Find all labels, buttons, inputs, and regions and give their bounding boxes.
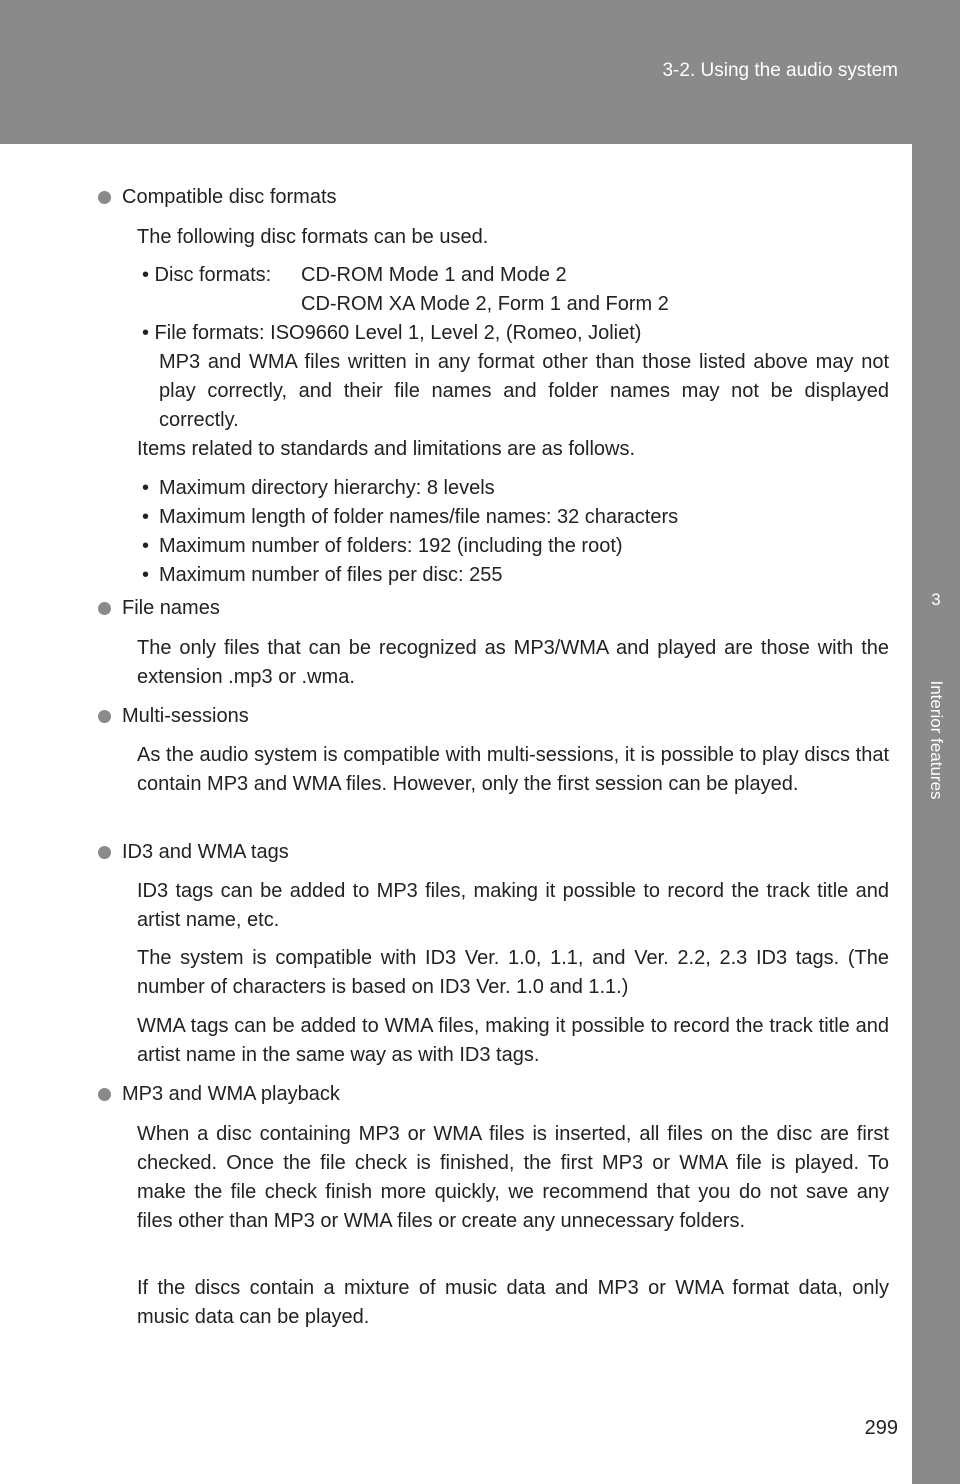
page-number: 299 — [864, 1417, 898, 1439]
file-formats-note: MP3 and WMA files written in any format other than those listed above may not play correctly, and their file names and folder names may not be displayed correctly. — [159, 351, 889, 431]
limits-intro: Items related to standards and limitations are as follows. — [137, 438, 636, 460]
bullet-dot-icon — [98, 1088, 111, 1101]
tags-body-2: The system is compatible with ID3 Ver. 1.0, 1.1, and Ver. 2.2, 2.3 ID3 tags. (The number of characters is based on ID3 Ver. 1.0 and 1.1.) — [137, 947, 889, 998]
chapter-label: Interior features — [927, 680, 946, 800]
heading-mp3-wma-playback: MP3 and WMA playback — [112, 1080, 340, 1109]
bullet-dot-icon — [98, 191, 111, 204]
tags-body-1: ID3 tags can be added to MP3 files, making it possible to record the track title and artist name, etc. — [137, 880, 889, 931]
disc-formats-label: • Disc formats: — [142, 264, 272, 286]
side-tab-upper — [912, 144, 960, 552]
playback-body-2: If the discs contain a mixture of music data and MP3 or WMA format data, only music data can be played. — [137, 1277, 889, 1328]
list-item: • Maximum directory hierarchy: 8 levels — [142, 477, 495, 499]
tags-body-3: WMA tags can be added to WMA files, making it possible to record the track title and artist name in the same way as with ID3 tags. — [137, 1015, 889, 1066]
heading-id3-wma-tags: ID3 and WMA tags — [112, 838, 289, 867]
file-formats-item: • File formats: ISO9660 Level 1, Level 2, (Romeo, Joliet) — [142, 322, 642, 344]
playback-body-1: When a disc containing MP3 or WMA files is inserted, all files on the disc are first checked. Once the file check is finished, the first MP3 or WMA file is played. To make the file check finish more quickly, we recommend that you do not save any files other than MP3 or WMA files or create any unnecessary folders. — [137, 1123, 889, 1232]
bullet-dot-icon — [98, 846, 111, 859]
section-title: 3-2. Using the audio system — [662, 60, 898, 81]
file-names-body: The only files that can be recognized as MP3/WMA and played are those with the extension .mp3 or .wma. — [137, 637, 889, 688]
heading-file-names: File names — [112, 594, 220, 623]
disc-formats-value-2: CD-ROM XA Mode 2, Form 1 and Form 2 — [301, 293, 669, 315]
multi-sessions-body: As the audio system is compatible with multi-sessions, it is possible to play discs that contain MP3 and WMA files. However, only the first session can be played. — [137, 744, 889, 795]
heading-compatible-disc-formats: Compatible disc formats — [112, 183, 337, 212]
list-item: • Maximum number of folders: 192 (including the root) — [142, 535, 623, 557]
list-item: • Maximum length of folder names/file names: 32 characters — [142, 506, 679, 528]
bullet-dot-icon — [98, 602, 111, 615]
bullet-dot-icon — [98, 710, 111, 723]
formats-intro: The following disc formats can be used. — [137, 226, 489, 248]
disc-formats-value-1: CD-ROM Mode 1 and Mode 2 — [301, 264, 567, 286]
list-item: • Maximum number of files per disc: 255 — [142, 564, 503, 586]
heading-multi-sessions: Multi-sessions — [112, 702, 249, 731]
chapter-number: 3 — [931, 590, 941, 609]
